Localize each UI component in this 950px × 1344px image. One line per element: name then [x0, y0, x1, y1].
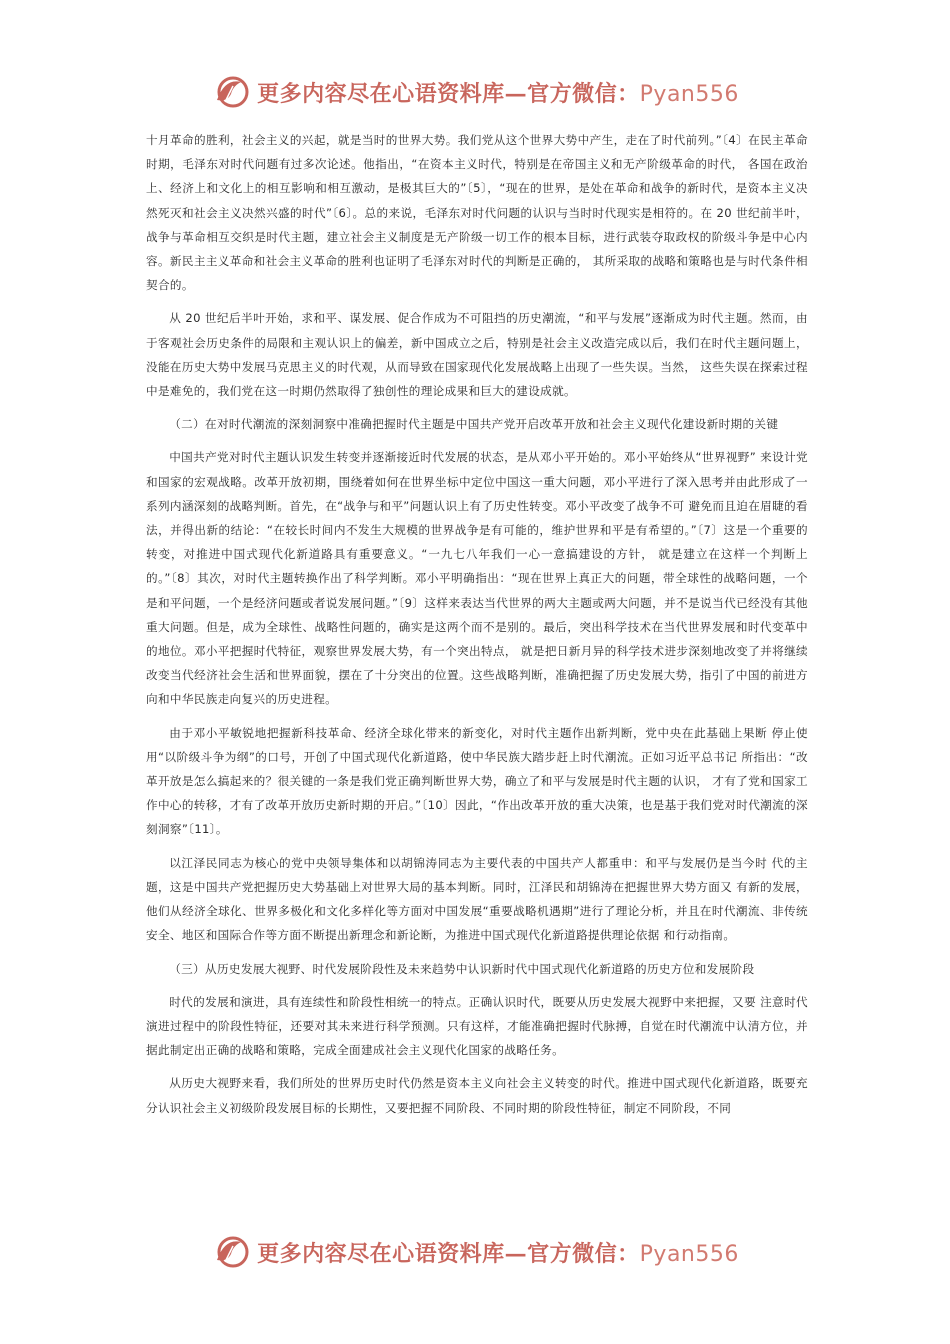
- logo-icon: [211, 72, 251, 112]
- paragraph: 时代的发展和演进，具有连续性和阶段性相统一的特点。正确认识时代，既要从历史发展大视野中来把握，又要 注意时代演进过程中的阶段性特征，还要对其未来进行科学预测。只有这样，才能准确把握时代脉搏，自觉在时代潮流中认清方位，并据此制定出正确的战略和策略，完成全面建成社会主义现代化国家的战略任务。: [146, 994, 808, 1058]
- logo-icon: [211, 1232, 251, 1272]
- paragraph: 中国共产党对时代主题认识发生转变并逐渐接近时代发展的状态，是从邓小平开始的。邓小平始终从“世界视野” 来设计党和国家的宏观战略。改革开放初期，围绕着如何在世界坐标中定位中国这一重大问题，邓小平进行了深入思考并由此形成了一系列内涵深刻的战略判断。首先，在“战争与和平”问题认识上有了历史性转变。邓小平改变了战争不可 避免而且迫在眉睫的看法，并得出新的结论：“在较长时间内不发生大规模的世界战争是有可能的，维护世界和平是有希望的。”〔7〕这是一个重要的转变，对推进中国式现代化新道路具有重要意义。“一九七八年我们一心一意搞建设的方针， 就是建立在这样一个判断上的。”〔8〕其次，对时代主题转换作出了科学判断。邓小平明确指出：“现在世界上真正大的问题，带全球性的战略问题，一个是和平问题，一个是经济问题或者说发展问题。”〔9〕这样来表达当代世界的两大主题或两大问题，并不是说当代已经没有其他重大问题。但是，成为全球性、战略性问题的，确实是这两个而不是别的。最后，突出科学技术在当代世界发展和时代变革中的地位。邓小平把握时代特征，观察世界发展大势，有一个突出特点， 就是把日新月异的科学技术进步深刻地改变了并将继续改变当代经济社会生活和世界面貌，摆在了十分突出的位置。这些战略判断，准确把握了历史发展大势，指引了中国的前进方向和中华民族走向复兴的历史进程。: [146, 450, 808, 707]
- wechat-id: Pyan556: [639, 81, 739, 107]
- article-body: [146, 128, 808, 1129]
- paragraph: 从 20 世纪后半叶开始，求和平、谋发展、促合作成为不可阻挡的历史潮流，“和平与发展”逐渐成为时代主题。然而，由于客观社会历史条件的局限和主观认识上的偏差，新中国成立之后，特别是社会主义改造完成以后，我们在时代主题问题上，没能在历史大势中发展马克思主义的时代观，从而导致在国家现代化发展战略上出现了一些失误。当然， 这些失误在探索过程中是难免的，我们党在这一时期仍然取得了独创性的理论成果和巨大的建设成就。: [146, 311, 808, 399]
- paragraph: 十月革命的胜利，社会主义的兴起，就是当时的世界大势。我们党从这个世界大势中产生，走在了时代前列。”〔4〕在民主革命时期，毛泽东对时代问题有过多次论述。他指出，“在资本主义时代，特别是在帝国主义和无产阶级革命的时代， 各国在政治上、经济上和文化上的相互影响和相互激动，是极其巨大的”〔5〕，“现在的世界，是处在革命和战争的新时代，是资本主义决然死灭和社会主义决然兴盛的时代”〔6〕。总的来说，毛泽东对时代问题的认识与当时时代现实是相符的。在 20 世纪前半叶，战争与革命相互交织是时代主题，建立社会主义制度是无产阶级一切工作的根本目标，进行武装夺取政权的阶级斗争是中心内容。新民主主义革命和社会主义革命的胜利也证明了毛泽东对时代的判断是正确的， 其所采取的战略和策略也是与时代条件相契合的。: [146, 133, 808, 293]
- footer-banner: [0, 1228, 950, 1276]
- banner-text: 更多内容尽在心语资料库—官方微信：Pyan556: [257, 80, 739, 107]
- banner-text: 更多内容尽在心语资料库—官方微信：Pyan556: [257, 1240, 739, 1267]
- section-heading: （二）在对时代潮流的深刻洞察中准确把握时代主题是中国共产党开启改革开放和社会主义现代化建设新时期的关键: [169, 417, 779, 432]
- section-heading: （三）从历史发展大视野、时代发展阶段性及未来趋势中认识新时代中国式现代化新道路的历史方位和发展阶段: [169, 961, 755, 976]
- paragraph: 由于邓小平敏锐地把握新科技革命、经济全球化带来的新变化，对时代主题作出新判断，党中央在此基础上果断 停止使用“以阶级斗争为纲”的口号，开创了中国式现代化新道路，使中华民族大踏步赶上时代潮流。正如习近平总书记 所指出：“改革开放是怎么搞起来的？很关键的一条是我们党正确判断世界大势，确立了和平与发展是时代主题的认识， 才有了党和国家工作中心的转移，才有了改革开放历史新时期的开启。”〔10〕因此，“作出改革开放的重大决策，也是基于我们党对时代潮流的深刻洞察”〔11〕。: [146, 725, 808, 837]
- paragraph: 从历史大视野来看，我们所处的世界历史时代仍然是资本主义向社会主义转变的时代。推进中国式现代化新道路，既要充分认识社会主义初级阶段发展目标的长期性，又要把握不同阶段、不同时期的阶段性特征，制定不同阶段，不同: [146, 1076, 808, 1115]
- paragraph: 以江泽民同志为核心的党中央领导集体和以胡锦涛同志为主要代表的中国共产人都重申：和平与发展仍是当今时 代的主题，这是中国共产党把握历史大势基础上对世界大局的基本判断。同时，江泽民和胡锦涛在把握世界大势方面又 有新的发展，他们从经济全球化、世界多极化和文化多样化等方面对中国发展“重要战略机遇期”进行了理论分析，并且在时代潮流、非传统安全、地区和国际合作等方面不断提出新理念和新论断，为推进中国式现代化新道路提供理论依据 和行动指南。: [146, 855, 808, 943]
- header-banner: [0, 68, 950, 116]
- wechat-id: Pyan556: [639, 1241, 739, 1267]
